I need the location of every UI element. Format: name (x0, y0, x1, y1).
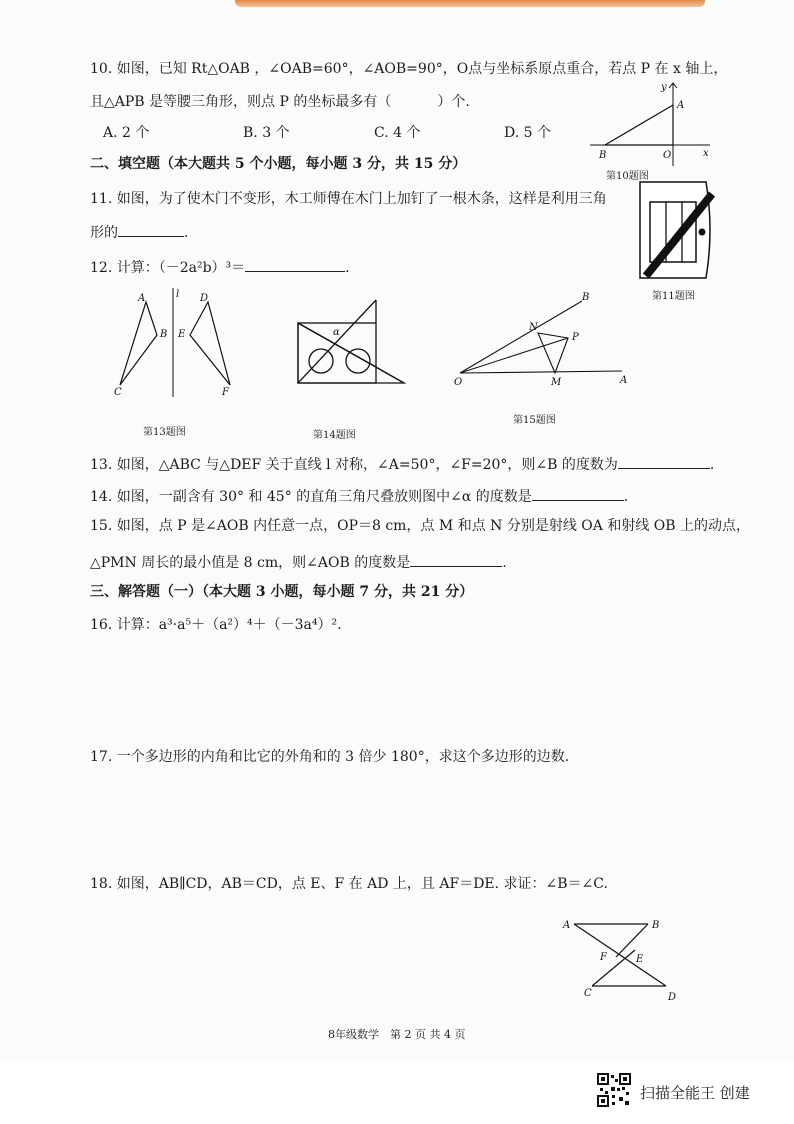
q14-text: 14. 如图，一副含有 30° 和 45° 的直角三角尺叠放则图中∠α 的度数是 (90, 489, 532, 505)
q15-line2-text: △PMN 周长的最小值是 8 cm，则∠AOB 的度数是 (90, 555, 411, 571)
q11-line2 (90, 222, 188, 242)
f15-label-o: O (454, 377, 463, 388)
q14-figure (290, 295, 410, 395)
f14-label-alpha: α (333, 327, 340, 338)
f10-label-o: O (663, 150, 672, 161)
f10-label-x: x (703, 148, 709, 159)
f13-label-f: F (222, 387, 229, 398)
section3-heading: 三、解答题（一）（本大题 3 小题，每小题 7 分，共 21 分） (90, 584, 474, 600)
section2-heading: 二、填空题（本大题共 5 个小题，每小题 3 分，共 15 分） (90, 156, 467, 172)
q15-figure (450, 288, 640, 398)
q18-line: 18. 如图，AB∥CD，AB＝CD，点 E、F 在 AD 上，且 AF＝DE. 求证：∠B＝∠C. (90, 876, 608, 892)
q13-figure (110, 285, 240, 400)
q15-line2 (90, 552, 507, 572)
f10-label-y: y (661, 82, 667, 93)
q15-answer-blank (410, 552, 502, 567)
f18-label-f: F (600, 952, 607, 963)
q10-line2-a: 且△APB 是等腰三角形，则点 P 的坐标最多有（ (90, 94, 392, 110)
f10-label-a: A (677, 100, 685, 111)
q15-line1: 15. 如图，点 P 是∠AOB 内任意一点，OP＝8 cm，点 M 和点 N 分别是射线 OA 和射线 OB 上的动点， (90, 518, 751, 534)
f15-label-n: N (529, 322, 538, 333)
f18-label-c: C (584, 988, 592, 999)
f18-label-d: D (668, 992, 677, 1003)
f13-label-e: E (178, 329, 186, 340)
q10-caption: 第10题图 (606, 171, 649, 182)
q12-end: . (345, 260, 350, 276)
page-footer: 8年级数学 第 2 页 共 4 页 (328, 1028, 466, 1041)
q14-line (90, 486, 628, 506)
q16-line: 16. 计算：a³·a⁵＋（a²）⁴＋（－3a⁴）². (90, 617, 342, 633)
q15-end: . (502, 555, 507, 571)
f18-label-a: A (563, 920, 571, 931)
f13-label-d: D (200, 293, 209, 304)
scanner-watermark: 扫描全能王 创建 (640, 1084, 750, 1102)
q10-option-b: B. 3 个 (243, 125, 290, 141)
q13-text: 13. 如图，△ABC 与△DEF 关于直线 l 对称，∠A=50°，∠F=20°，则∠B 的度数为 (90, 457, 618, 473)
q17-line: 17. 一个多边形的内角和比它的外角和的 3 倍少 180°，求这个多边形的边数. (90, 749, 570, 765)
f15-label-b: B (582, 292, 590, 303)
q13-answer-blank (618, 454, 710, 469)
q10-option-d: D. 5 个 (504, 125, 551, 141)
q12-answer-blank (245, 257, 345, 272)
f18-label-e: E (636, 954, 644, 965)
f13-label-c: C (114, 387, 122, 398)
q10-figure (585, 78, 715, 168)
q15-caption: 第15题图 (513, 415, 556, 426)
q13-line (90, 454, 714, 474)
f18-label-b: B (652, 920, 660, 931)
q14-answer-blank (532, 486, 624, 501)
q11-door-figure (640, 180, 716, 280)
top-color-strip (235, 0, 705, 7)
f10-label-b: B (599, 150, 607, 161)
f15-label-a: A (620, 375, 628, 386)
q10-option-a: A. 2 个 (103, 125, 150, 141)
q12-line (90, 257, 350, 277)
q11-line2-text: 形的 (90, 225, 118, 241)
q13-end: . (709, 457, 715, 473)
q13-caption: 第13题图 (143, 427, 186, 438)
f13-label-a: A (138, 293, 146, 304)
q10-option-c: C. 4 个 (374, 125, 421, 141)
f15-label-p: P (572, 332, 579, 343)
q10-line2 (90, 93, 470, 111)
q18-figure (560, 912, 690, 1007)
q10-line2-b: ）个. (437, 94, 470, 110)
q10-line1: 10. 如图，已知 Rt△OAB ，∠OAB=60°，∠AOB=90°，O点与坐标系原点重合，若点 P 在 x 轴上， (90, 61, 728, 77)
q11-caption: 第11题图 (652, 291, 695, 302)
f15-label-m: M (551, 377, 562, 388)
qr-code-icon (597, 1073, 631, 1107)
q12-text: 12. 计算：（－2a²b）³＝ (90, 260, 246, 276)
q11-answer-blank (118, 222, 184, 237)
q11-line1: 11. 如图，为了使木门不变形，木工师傅在木门上加钉了一根木条，这样是利用三角 (90, 191, 607, 207)
q14-end: . (623, 489, 629, 505)
q14-caption: 第14题图 (313, 430, 356, 441)
f13-label-l: l (176, 289, 180, 300)
f13-label-b: B (160, 329, 168, 340)
q11-line2-end: . (184, 225, 189, 241)
